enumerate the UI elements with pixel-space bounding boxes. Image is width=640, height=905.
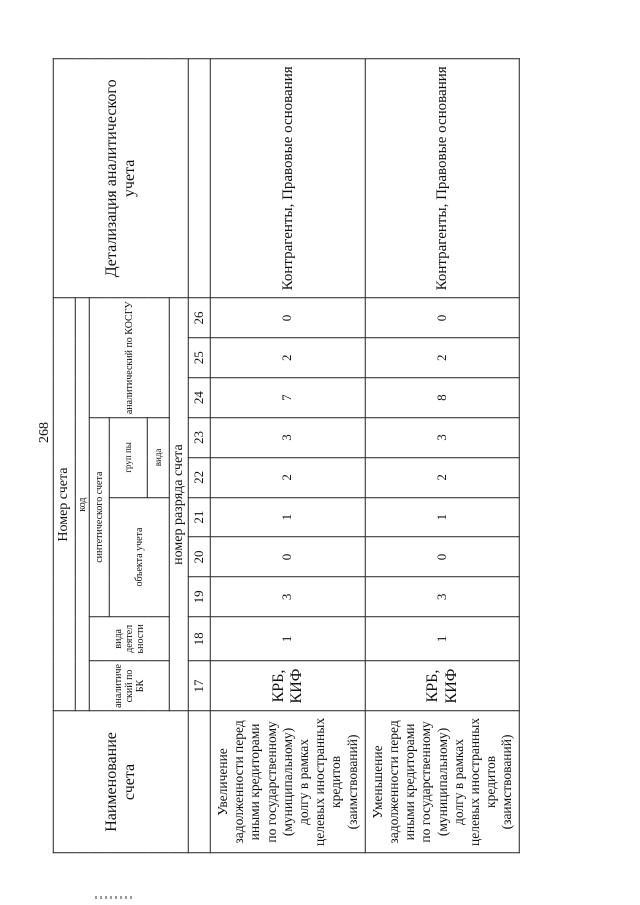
row-d20: 0	[210, 537, 365, 577]
row-d20: 0	[365, 537, 520, 577]
digit-26: 26	[188, 297, 210, 337]
digit-20: 20	[188, 537, 210, 577]
row-analytic-bk: КРБ, КИФ	[365, 660, 520, 710]
row-d22: 2	[210, 457, 365, 497]
digit-22: 22	[188, 457, 210, 497]
table-row	[210, 58, 365, 852]
header-account-number: Номер счета	[53, 297, 75, 710]
row-d22: 2	[365, 457, 520, 497]
digit-23: 23	[188, 417, 210, 457]
row-name: Уменьшение задолженности перед иными кредиторами по государственному (муниципальному) долгу в рамках целевых иностранных кредитов (заимствований)	[365, 711, 520, 853]
header-object: объекта учета	[109, 497, 169, 617]
row-d24: 7	[210, 377, 365, 417]
header-code: код	[75, 297, 89, 710]
document-table-wrapper	[55, 35, 514, 846]
row-d23: 3	[210, 417, 365, 457]
row-d18: 1	[210, 616, 365, 660]
header-group: груп пы	[109, 417, 147, 497]
row-d25: 2	[210, 337, 365, 377]
row-d25: 2	[365, 337, 520, 377]
row-d21: 1	[365, 497, 520, 537]
page-number: 268	[37, 422, 52, 443]
digit-21: 21	[188, 497, 210, 537]
digit-18: 18	[188, 616, 210, 660]
row-detail: Контрагенты, Правовые основания	[210, 58, 365, 297]
header-detail-blank	[188, 58, 210, 297]
row-d26: 0	[365, 297, 520, 337]
header-activity-type: вида деятел ьности	[89, 616, 169, 660]
header-type: вида	[147, 417, 169, 497]
header-synthetic: синтетического счета	[89, 417, 109, 616]
digit-25: 25	[188, 337, 210, 377]
header-analytic-bk: аналитиче ский по БК	[89, 660, 169, 710]
row-d19: 3	[365, 576, 520, 616]
row-d24: 8	[365, 377, 520, 417]
header-detail: Детализация аналитического учета	[53, 58, 188, 297]
header-digit-number: номер разряда счета	[169, 297, 188, 710]
row-name: Увеличение задолженности перед иными кредиторами по государственному (муниципальному) долгу в рамках целевых иностранных кредитов (заимствований)	[210, 711, 365, 853]
row-analytic-bk: КРБ, КИФ	[210, 660, 365, 710]
header-kosgu: аналитический по КОСГУ	[89, 297, 169, 417]
scan-mark	[95, 896, 135, 899]
header-name: Наименование счета	[53, 711, 188, 853]
row-d19: 3	[210, 576, 365, 616]
table-row	[365, 58, 520, 852]
row-detail: Контрагенты, Правовые основания	[365, 58, 520, 297]
row-d21: 1	[210, 497, 365, 537]
digit-19: 19	[188, 576, 210, 616]
row-d23: 3	[365, 417, 520, 457]
row-d18: 1	[365, 616, 520, 660]
digit-24: 24	[188, 377, 210, 417]
account-table	[52, 58, 519, 853]
header-digit-blank	[188, 711, 210, 853]
digit-17: 17	[188, 660, 210, 710]
row-d26: 0	[210, 297, 365, 337]
